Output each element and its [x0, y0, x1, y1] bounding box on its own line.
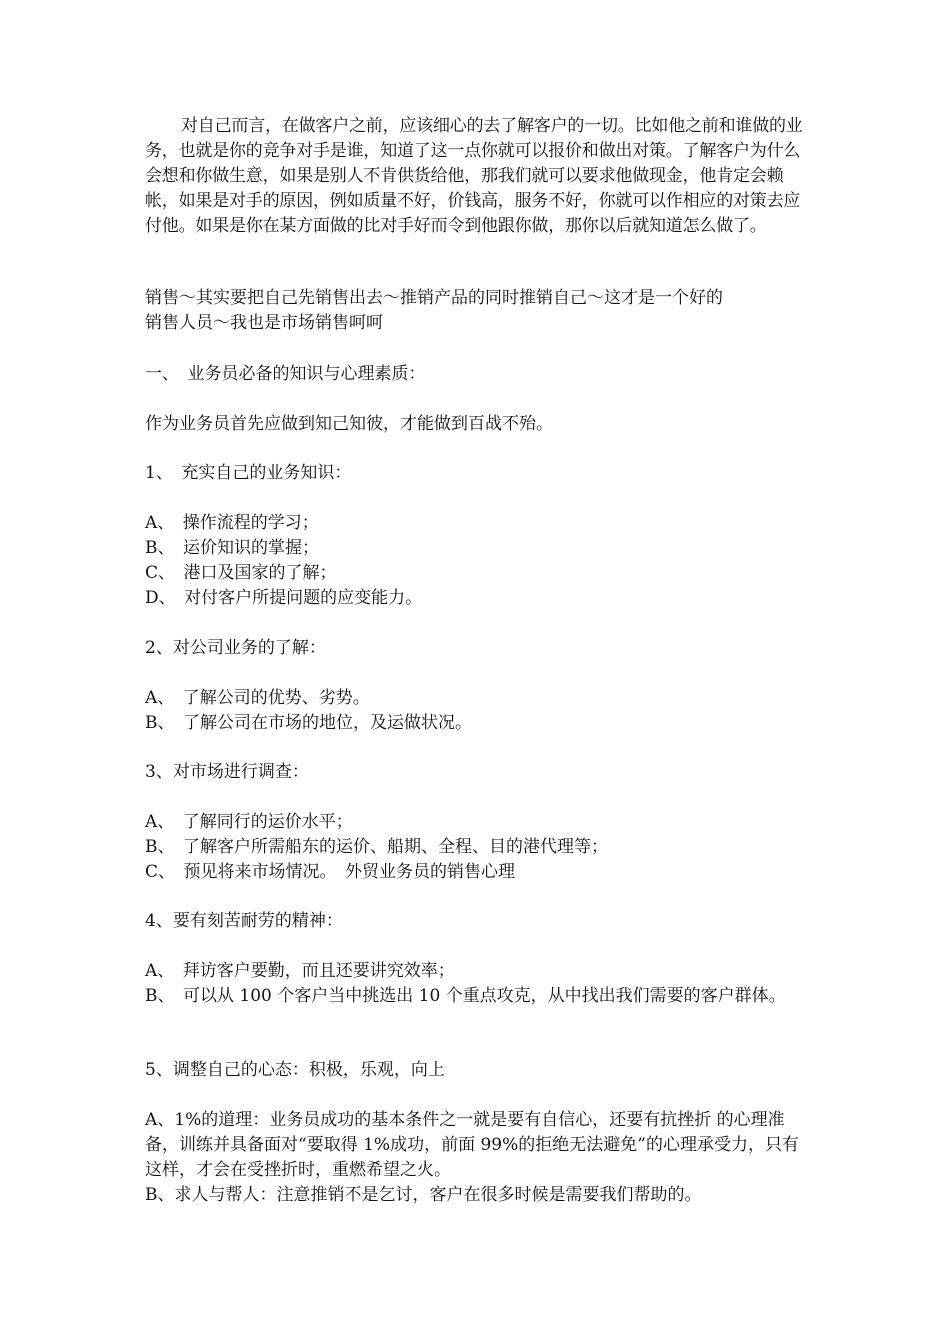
- item-1-d: D、 对付客户所提问题的应变能力。: [145, 588, 423, 608]
- item-1-heading: 1、 充实自己的业务知识：: [145, 463, 352, 483]
- item-1-c: C、 港口及国家的了解；: [145, 563, 337, 583]
- intro-paragraph: 对自己而言，在做客户之前，应该细心的去了解客户的一切。比如他之前和谁做的业务，也就是你的竞争对手是谁，知道了这一点你就可以报价和做出对策。了解客户为什么会想和你做生意，如果是别人不肯供货给他，那我们就可以要求他做现金，他肯定会赖帐，如果是对手的原因，例如质量不好，价钱高，服务不好，你就可以作相应的对策去应付他。如果是你在某方面做的比对手好而令到他跟你做，那你以后就知道怎么做了。: [145, 116, 803, 236]
- item-5-b: B、求人与帮人：注意推销不是乞讨，客户在很多时候是需要我们帮助的。: [145, 1185, 702, 1205]
- sales-note-line-2: 销售人员～我也是市场销售呵呵: [145, 313, 383, 333]
- item-2-b: B、 了解公司在市场的地位，及运做状况。: [145, 713, 472, 733]
- section-heading-1: 一、 业务员必备的知识与心理素质：: [145, 364, 426, 384]
- item-5-a: A、1%的道理：业务员成功的基本条件之一就是要有自信心，还要有抗挫折 的心理准备，训练并具备面对“要取得 1%成功，前面 99%的拒绝无法避免”的心理承受力，只有这样，才会在受挫折时，重燃希望之火。: [145, 1110, 799, 1180]
- item-4-heading: 4、要有刻苦耐劳的精神：: [145, 911, 343, 931]
- item-4-b: B、 可以从 100 个客户当中挑选出 10 个重点攻克，从中找出我们需要的客户群体。: [145, 986, 786, 1006]
- section-1-intro: 作为业务员首先应做到知己知彼，才能做到百战不殆。: [145, 414, 553, 434]
- item-1-b: B、 运价知识的掌握；: [145, 538, 319, 558]
- item-3-c: C、 预见将来市场情况。 外贸业务员的销售心理: [145, 862, 516, 882]
- item-4-a: A、 拜访客户要勤，而且还要讲究效率；: [145, 961, 455, 981]
- item-3-b: B、 了解客户所需船东的运价、船期、全程、目的港代理等；: [145, 837, 608, 857]
- item-2-a: A、 了解公司的优势、劣势。: [145, 688, 370, 708]
- sales-note-line-1: 销售～其实要把自己先销售出去～推销产品的同时推销自己～这才是一个好的: [145, 288, 723, 308]
- item-2-heading: 2、对公司业务的了解：: [145, 638, 326, 658]
- item-3-a: A、 了解同行的运价水平；: [145, 812, 353, 832]
- item-3-heading: 3、对市场进行调查：: [145, 762, 309, 782]
- item-5-heading: 5、调整自己的心态：积极，乐观，向上: [145, 1060, 445, 1080]
- item-1-a: A、 操作流程的学习；: [145, 513, 319, 533]
